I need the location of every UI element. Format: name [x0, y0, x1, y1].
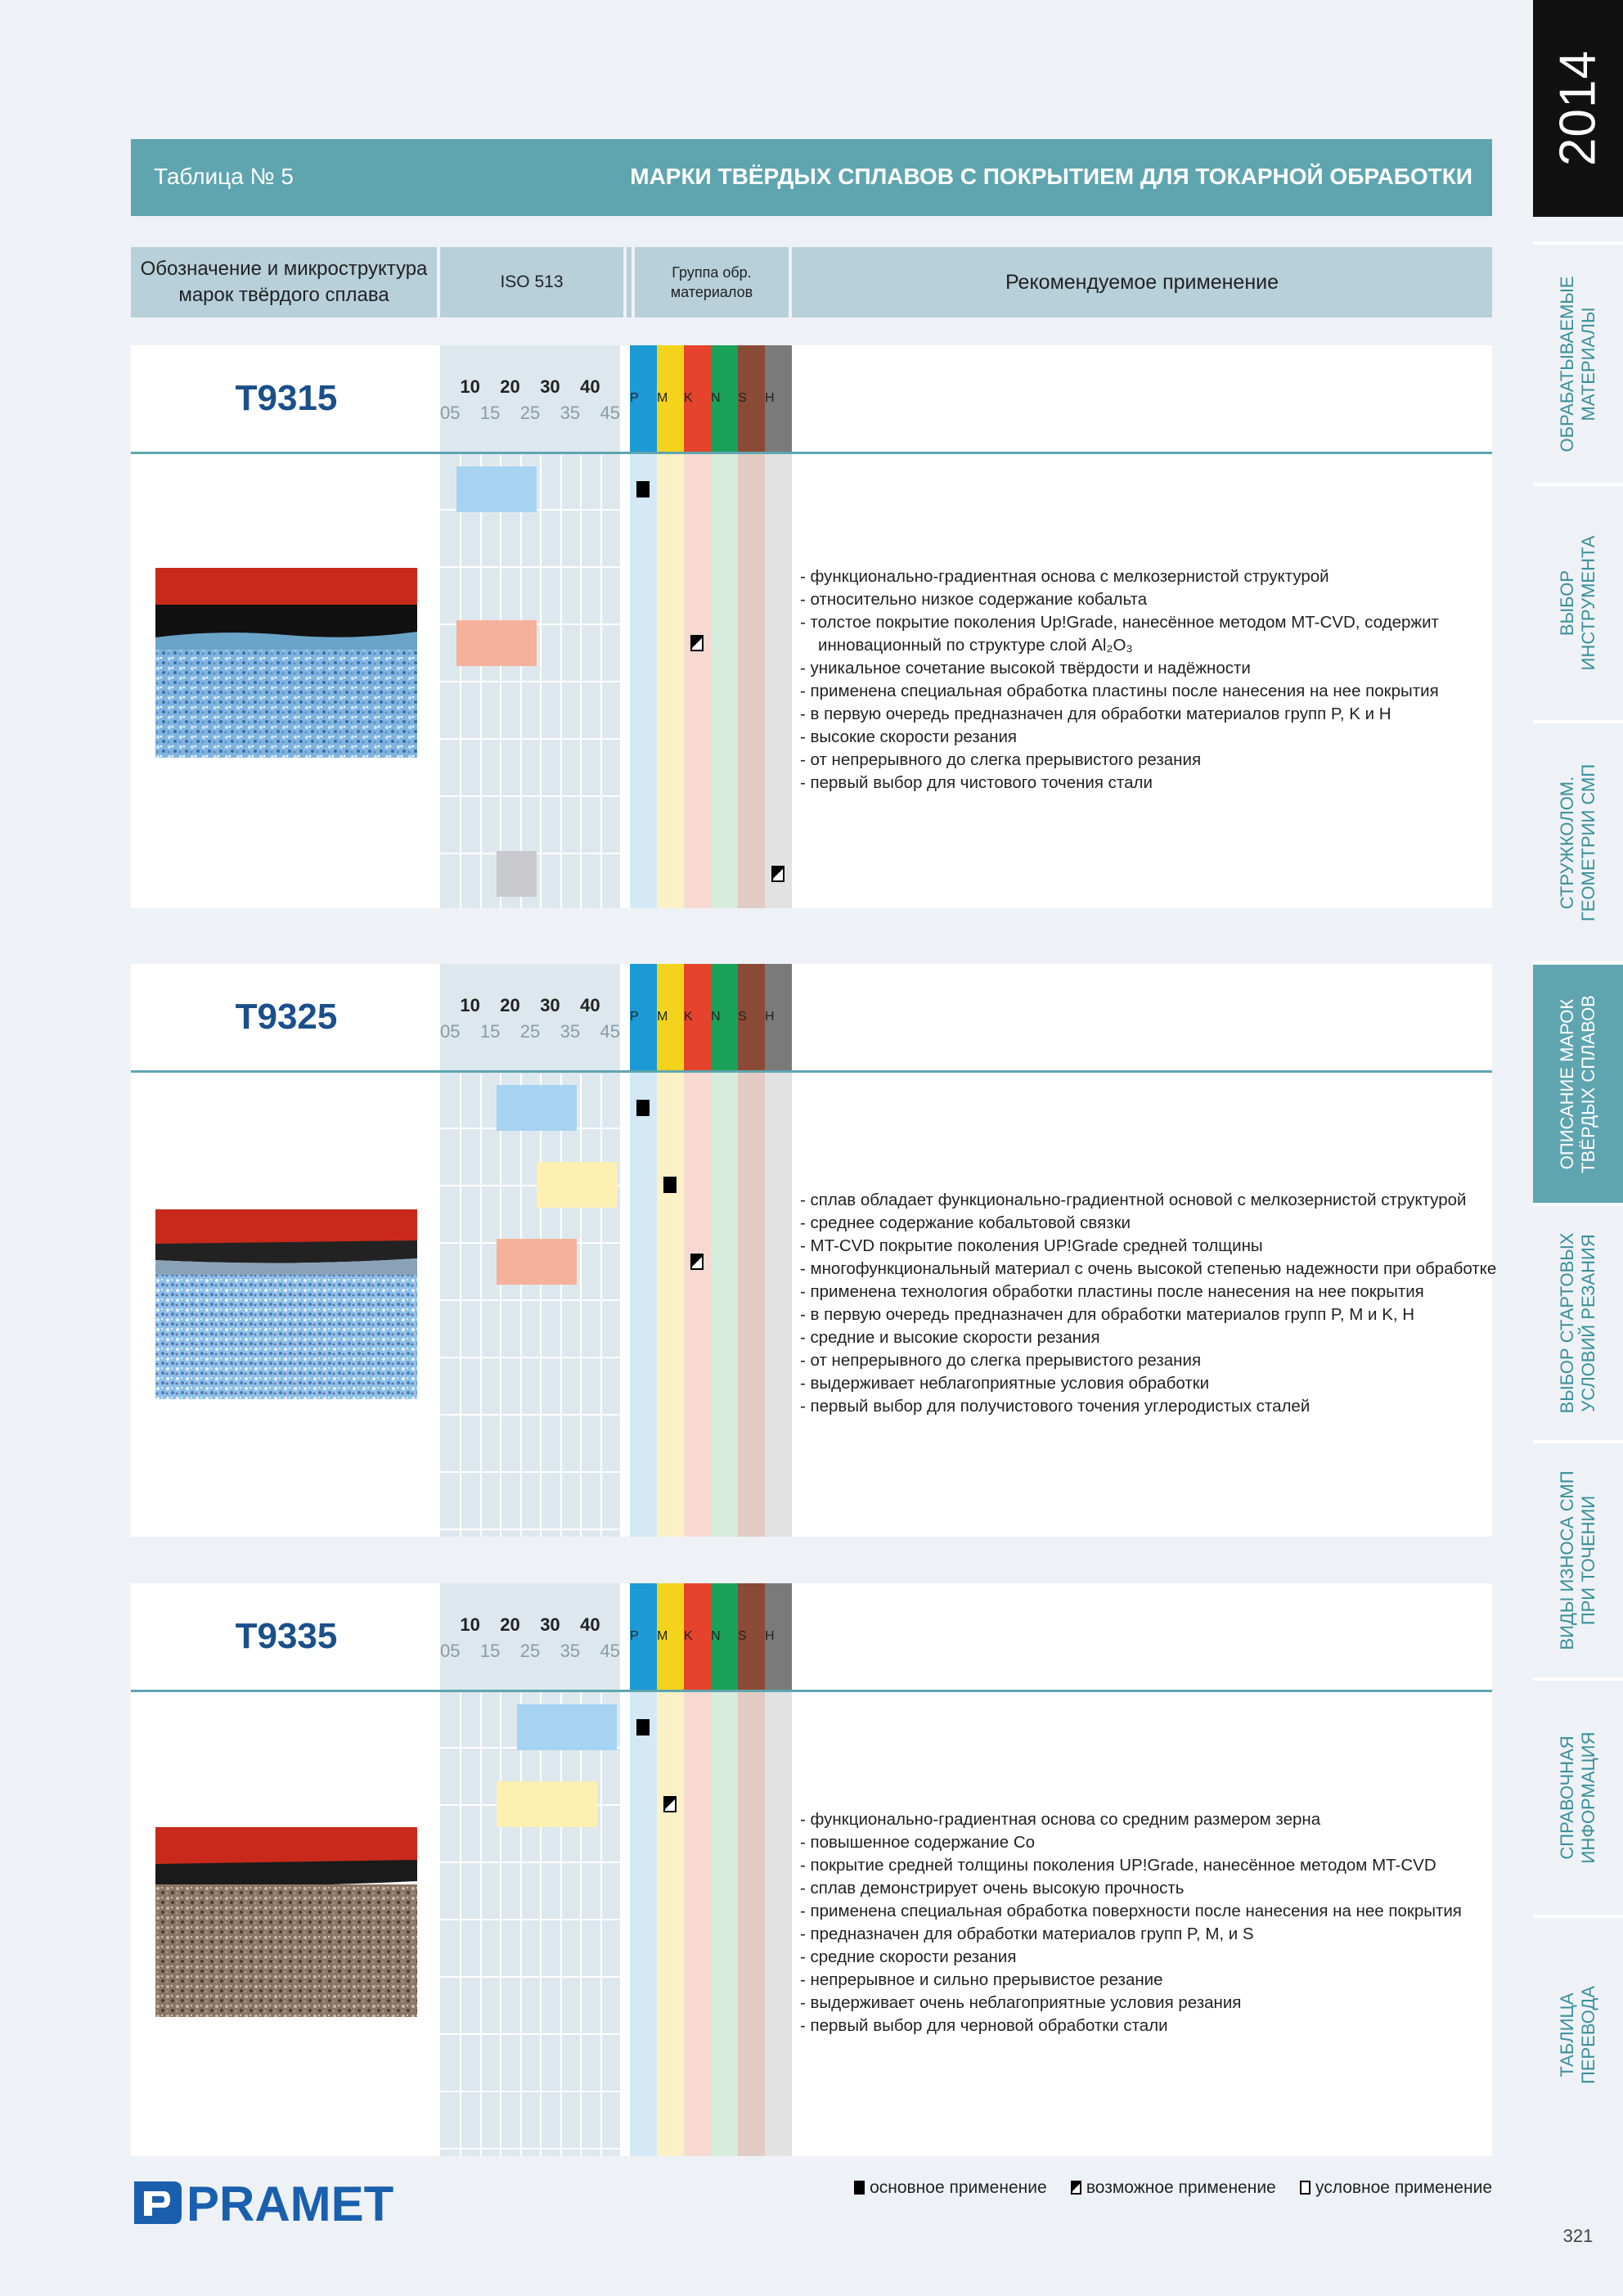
description-line: - высокие скорости резания: [800, 727, 1018, 746]
iso-row-line: [440, 1357, 620, 1358]
iso-gridline: [580, 1693, 582, 2156]
main-application-mark: [636, 1719, 650, 1736]
iso-tick-bottom: 35: [560, 1021, 581, 1042]
application-range-bar: [537, 1162, 617, 1208]
group-letter: P: [630, 391, 639, 405]
microstructure-image: [155, 1827, 417, 2017]
group-column-s: [738, 452, 765, 908]
iso-row-line: [440, 2091, 620, 2092]
iso-tick-top: 20: [500, 376, 520, 397]
description-line: - в первую очередь предназначен для обработки материалов групп P, K и H: [800, 705, 1391, 723]
description-line: - средние и высокие скорости резания: [800, 1328, 1100, 1347]
iso-gridline: [520, 1074, 522, 1537]
description-line: - применена технология обработки пластины после нанесения на нее покрытия: [800, 1282, 1424, 1301]
col-group: Группа обр. материалов: [635, 247, 789, 317]
iso-tick-bottom: 45: [600, 1641, 620, 1661]
iso-tick-top: 10: [460, 995, 480, 1015]
description-line: - применена специальная обработка пластины после нанесения на нее покрытия: [800, 682, 1439, 700]
grade-name: T9335: [235, 1616, 338, 1656]
sidebar-tab-cutting-conditions[interactable]: ВЫБОР СТАРТОВЫХ УСЛОВИЙ РЕЗАНИЯ: [1533, 1203, 1623, 1440]
group-letter: M: [657, 1010, 668, 1024]
group-column-h: [765, 1070, 792, 1537]
sidebar-tab-reference[interactable]: СПРАВОЧНАЯ ИНФОРМАЦИЯ: [1533, 1677, 1623, 1915]
sidebar-tab-tool-selection[interactable]: ВЫБОР ИНСТРУМЕНТА: [1533, 483, 1623, 720]
iso-tick-bottom: 05: [439, 1641, 461, 1661]
description-line: - относительно низкое содержание кобальта: [800, 590, 1148, 609]
description-line: - выдерживает неблагоприятные условия обработки: [800, 1374, 1210, 1393]
group-letter: N: [711, 1629, 721, 1643]
iso-row-line: [440, 566, 620, 568]
iso-tick-bottom: 45: [600, 403, 620, 423]
group-column-p: [630, 1690, 657, 2156]
iso-tick-top: 10: [460, 376, 480, 397]
svg-text:PRAMET: PRAMET: [187, 2177, 394, 2229]
group-letter: S: [738, 391, 747, 405]
description-line: - сплав обладает функционально-градиентной основой с мелкозернистой структурой: [800, 1191, 1467, 1209]
iso-row-line: [440, 1528, 620, 1530]
iso-row-line: [440, 1299, 620, 1301]
legend: основное применение возможное применение условное применение: [854, 2178, 1492, 2198]
iso-tick-bottom: 25: [519, 1021, 541, 1042]
group-column-m: [657, 452, 684, 908]
group-letter: N: [711, 391, 721, 405]
iso-tick-bottom: 45: [600, 1021, 620, 1042]
iso-gridline: [480, 1074, 482, 1537]
sidebar-tab-conversion[interactable]: ТАБЛИЦА ПЕРЕВОДА: [1533, 1915, 1623, 2152]
microstructure-image: [155, 1209, 417, 1399]
table-title: МАРКИ ТВЁРДЫХ СПЛАВОВ С ПОКРЫТИЕМ ДЛЯ ТОКАРНОЙ ОБРАБОТКИ: [630, 164, 1472, 189]
main-application-mark: [663, 1177, 677, 1193]
description-line: - повышенное содержание Co: [800, 1833, 1036, 1852]
group-letter: K: [684, 1010, 693, 1024]
possible-application-mark: [663, 1796, 677, 1812]
description-line: - многофункциональный материал с очень высокой степенью надежности при обработке: [800, 1259, 1497, 1278]
application-range-bar: [497, 851, 537, 897]
description-line: - первый выбор для чистового точения стали: [800, 773, 1153, 792]
main-application-mark: [636, 481, 650, 497]
iso-row-line: [440, 1862, 620, 1863]
iso-gridline: [540, 1074, 542, 1537]
iso-tick-bottom: 15: [479, 1641, 501, 1661]
grade-description: [800, 1189, 1496, 1418]
description-line: - непрерывное и сильно прерывистое резание: [800, 1970, 1163, 1989]
description-line: - от непрерывного до слегка прерывистого резания: [800, 1351, 1202, 1370]
grade-block-t9315: [131, 345, 1492, 908]
iso-tick-top: 30: [540, 995, 560, 1015]
group-column-k: [684, 1070, 711, 1537]
iso-tick-bottom: 35: [560, 1641, 581, 1661]
iso-row-line: [440, 2033, 620, 2035]
description-line: - покрытие средней толщины поколения UP!Grade, нанесённое методом MT-CVD: [800, 1856, 1436, 1875]
iso-tick-top: 30: [540, 1614, 560, 1635]
block-separator: [131, 1690, 1492, 1692]
grade-name: T9315: [235, 378, 338, 418]
description-line: - среднее содержание кобальтовой связки: [800, 1213, 1131, 1232]
col-iso: ISO 513: [440, 247, 623, 317]
iso-tick-top: 10: [460, 1614, 480, 1635]
iso-gridline: [500, 1074, 501, 1537]
description-line: - толстое покрытие поколения Up!Grade, нанесённое методом MT-CVD, содержит: [800, 613, 1439, 632]
group-column-n: [711, 452, 738, 908]
microstructure-image: [155, 568, 417, 758]
grade-block-t9335: [131, 1583, 1492, 2156]
iso-gridline: [500, 1693, 501, 2156]
possible-application-mark: [690, 1254, 704, 1270]
iso-tick-bottom: 05: [439, 403, 461, 423]
description-line: - в первую очередь предназначен для обработки материалов групп P, M и K, H: [800, 1305, 1415, 1324]
application-range-bar: [497, 1239, 577, 1285]
group-letter: M: [657, 1629, 668, 1643]
iso-tick-top: 20: [500, 1614, 520, 1635]
group-column-k: [684, 1690, 711, 2156]
sidebar-tab-materials[interactable]: ОБРАБАТЫВАЕМЫЕ МАТЕРИАЛЫ: [1533, 241, 1623, 483]
group-letter: N: [711, 1010, 721, 1024]
application-range-bar: [456, 620, 537, 666]
sidebar-tab-wear[interactable]: ВИДЫ ИЗНОСА СМП ПРИ ТОЧЕНИИ: [1533, 1440, 1623, 1677]
application-range-bar: [517, 1704, 617, 1750]
iso-scale-column: [440, 1583, 620, 2156]
group-letter: S: [738, 1010, 747, 1024]
description-line: - первый выбор для черновой обработки стали: [800, 2016, 1168, 2035]
application-range-bar: [456, 466, 537, 512]
iso-gridline: [460, 1074, 461, 1537]
group-column-k: [684, 452, 711, 908]
group-column-m: [657, 1070, 684, 1537]
iso-row-line: [440, 681, 620, 682]
group-column-n: [711, 1070, 738, 1537]
group-letter: K: [684, 391, 693, 405]
iso-gridline: [600, 1074, 602, 1537]
col-designation: Обозначение и микроструктура марок твёрдого сплава: [131, 247, 437, 317]
iso-tick-bottom: 15: [479, 1021, 501, 1042]
block-separator: [131, 452, 1492, 454]
description-line: - от непрерывного до слегка прерывистого резания: [800, 750, 1202, 769]
iso-gridline: [460, 1693, 461, 2156]
main-application-mark: [636, 1100, 650, 1116]
group-column-s: [738, 1690, 765, 2156]
description-line: - средние скорости резания: [800, 1947, 1017, 1966]
iso-tick-bottom: 35: [560, 403, 581, 423]
iso-row-line: [440, 738, 620, 740]
group-letter: H: [765, 1010, 775, 1024]
iso-row-line: [440, 1976, 620, 1978]
sidebar-tab-grades[interactable]: ОПИСАНИЕ МАРОК ТВЁРДЫХ СПЛАВОВ: [1533, 961, 1623, 1203]
description-line: - предназначен для обработки материалов групп P, M, и S: [800, 1925, 1254, 1943]
iso-row-line: [440, 1919, 620, 1920]
possible-application-mark: [771, 866, 785, 882]
iso-tick-top: 40: [580, 995, 600, 1015]
grade-name: T9325: [235, 997, 338, 1037]
application-range-bar: [497, 1085, 577, 1131]
iso-row-line: [440, 2148, 620, 2150]
group-column-s: [738, 1070, 765, 1537]
iso-gridline: [520, 1693, 522, 2156]
description-line: - функционально-градиентная основа со средним размером зерна: [800, 1810, 1321, 1829]
iso-gridline: [600, 1693, 602, 2156]
page-number: 321: [1562, 2226, 1594, 2246]
group-letter: K: [684, 1629, 693, 1643]
group-column-h: [765, 452, 792, 908]
iso-gridline: [580, 1074, 582, 1537]
table-header: [131, 139, 1492, 216]
grade-description: [800, 565, 1439, 795]
description-line: инновационный по структуре слой Al₂O₃: [818, 636, 1133, 655]
pramet-logo: [131, 2177, 401, 2229]
year-badge: 2014: [1533, 0, 1623, 217]
iso-row-line: [440, 1471, 620, 1473]
iso-tick-bottom: 15: [479, 403, 501, 423]
iso-gridline: [480, 1693, 482, 2156]
group-letter: H: [765, 391, 775, 405]
grade-description: [800, 1808, 1462, 2037]
group-letter: P: [630, 1629, 639, 1643]
iso-tick-top: 30: [540, 376, 560, 397]
description-line: - уникальное сочетание высокой твёрдости и надёжности: [800, 659, 1251, 678]
iso-row-line: [440, 1414, 620, 1416]
iso-tick-bottom: 25: [519, 403, 541, 423]
iso-gridline: [540, 1693, 542, 2156]
description-line: - выдерживает очень неблагоприятные условия резания: [800, 1993, 1242, 2012]
group-column-n: [711, 1690, 738, 2156]
description-line: - MT-CVD покрытие поколения UP!Grade средней толщины: [800, 1236, 1263, 1255]
group-letter: M: [657, 391, 668, 405]
col-application: Рекомендуемое применение: [792, 247, 1492, 317]
iso-row-line: [440, 795, 620, 797]
group-column-p: [630, 452, 657, 908]
grade-block-t9325: [131, 964, 1497, 1537]
col-spacer: [627, 247, 632, 317]
iso-tick-top: 20: [500, 995, 520, 1015]
group-column-p: [630, 1070, 657, 1537]
iso-tick-bottom: 25: [519, 1641, 541, 1661]
table-label: Таблица № 5: [154, 164, 294, 189]
iso-gridline: [560, 1693, 562, 2156]
description-line: - функционально-градиентная основа с мелкозернистой структурой: [800, 567, 1329, 586]
iso-tick-bottom: 05: [439, 1021, 461, 1042]
block-separator: [131, 1070, 1492, 1073]
group-letter: S: [738, 1629, 747, 1643]
legend-main-icon: [854, 2181, 865, 2195]
group-letter: H: [765, 1629, 775, 1643]
description-line: - сплав демонстрирует очень высокую прочность: [800, 1879, 1185, 1898]
iso-gridline: [560, 1074, 562, 1537]
description-line: - применена специальная обработка поверхности после нанесения на нее покрытия: [800, 1902, 1462, 1920]
possible-application-mark: [690, 635, 704, 651]
application-range-bar: [497, 1781, 596, 1827]
group-column-m: [657, 1690, 684, 2156]
sidebar-tab-chipbreakers[interactable]: СТРУЖКОЛОМ. ГЕОМЕТРИИ СМП: [1533, 720, 1623, 961]
group-letter: P: [630, 1010, 639, 1024]
iso-tick-top: 40: [580, 376, 600, 397]
legend-possible-icon: [1071, 2181, 1081, 2195]
iso-tick-top: 40: [580, 1614, 600, 1635]
legend-conditional-icon: [1300, 2181, 1311, 2195]
group-column-h: [765, 1690, 792, 2156]
description-line: - первый выбор для получистового точения углеродистых сталей: [800, 1397, 1311, 1416]
